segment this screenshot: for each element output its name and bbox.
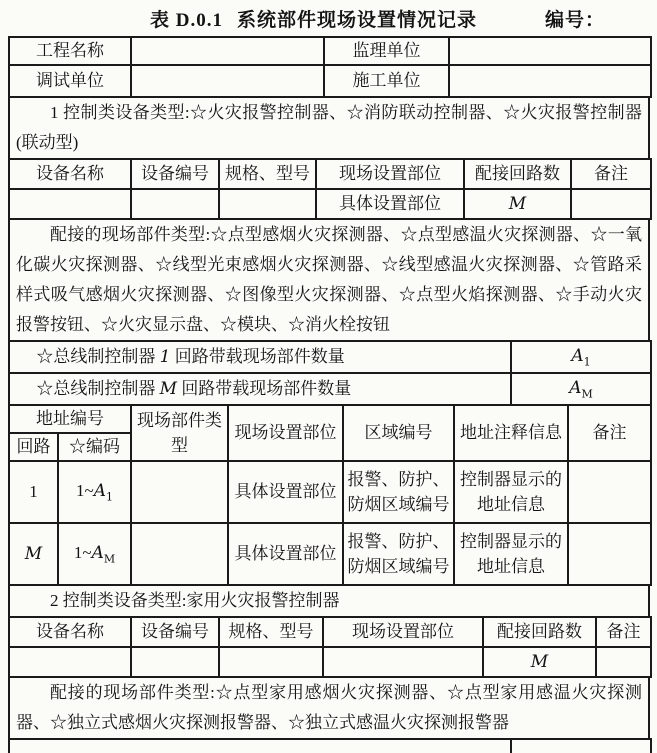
device-location-cell: 具体设置部位	[316, 189, 464, 219]
partial-bottom-row	[8, 738, 652, 753]
table-row	[9, 677, 649, 739]
commissioning-unit-label: 调试单位	[9, 65, 131, 97]
label-text: 回路带载现场部件数量	[177, 379, 352, 398]
note-cell	[568, 461, 651, 523]
loop-value: M	[24, 543, 43, 564]
device-note-header: 备注	[571, 159, 651, 189]
table-row	[9, 523, 651, 585]
loop-variable: 1	[159, 347, 171, 367]
device-loops-cell	[483, 647, 596, 677]
project-info-table	[8, 36, 652, 98]
table-number-label: 表 D.0.1	[150, 9, 223, 31]
device-name-header: 设备名称	[9, 617, 131, 647]
loop1-capacity-value	[511, 341, 651, 373]
device-name-cell	[9, 647, 131, 677]
supervision-unit-label: 监理单位	[324, 37, 449, 65]
zone-cell: 报警、防护、防烟区域编号	[343, 523, 454, 585]
device-code-header: 设备编号	[131, 617, 219, 647]
device-code-cell	[131, 647, 219, 677]
loop-cell	[9, 461, 58, 523]
parts-note-2-block	[8, 676, 650, 740]
project-name-value	[131, 37, 324, 65]
loop-value: 1	[29, 482, 38, 502]
code-header: ☆编码	[58, 433, 131, 461]
part-type-cell	[131, 461, 228, 523]
form-title	[150, 5, 477, 32]
construction-unit-label: 施工单位	[324, 65, 449, 97]
address-number-group-header: 地址编号	[9, 405, 131, 433]
loop-cell	[9, 523, 58, 585]
note-header: 备注	[568, 405, 651, 461]
table-row	[9, 97, 649, 159]
location-header: 现场设置部位	[228, 405, 343, 461]
code-variable: $A_1$	[93, 481, 113, 504]
device-name-header: 设备名称	[9, 159, 131, 189]
note-cell	[568, 523, 651, 585]
table-header-row	[9, 159, 651, 189]
code-range-cell	[58, 461, 131, 523]
location-cell: 具体设置部位	[228, 523, 343, 585]
device-location-header: 现场设置部位	[316, 159, 464, 189]
label-text: 回路带载现场部件数量	[170, 347, 345, 366]
device-location-cell	[323, 647, 483, 677]
table-row	[9, 65, 651, 97]
table-row	[9, 739, 651, 753]
device-spec-cell	[219, 647, 323, 677]
device-code-cell	[131, 189, 219, 219]
device-loops-header: 配接回路数	[464, 159, 571, 189]
loop1-capacity-label	[9, 341, 511, 373]
parts-note-1-block	[8, 218, 650, 342]
table-row	[9, 37, 651, 65]
code-variable: $A_M$	[91, 543, 116, 566]
location-cell: 具体设置部位	[228, 461, 343, 523]
part-type-header: 现场部件类型	[131, 405, 228, 461]
table-row	[9, 585, 649, 617]
table-row	[9, 647, 651, 677]
device-spec-header: 规格、型号	[219, 617, 323, 647]
partial-value-cell	[511, 739, 651, 753]
section2-heading-block	[8, 584, 650, 618]
capacity-variable: $A_M$	[569, 378, 593, 401]
loops-variable: M	[530, 651, 549, 672]
zone-cell: 报警、防护、防烟区域编号	[343, 461, 454, 523]
partial-label-cell	[9, 739, 511, 753]
loops-variable: M	[508, 193, 527, 214]
table-row	[9, 461, 651, 523]
table-row	[9, 189, 651, 219]
capacity-variable: $A_1$	[571, 346, 591, 369]
device-note-cell	[571, 189, 651, 219]
zone-number-header: 区域编号	[343, 405, 454, 461]
commissioning-unit-value	[131, 65, 324, 97]
project-name-label: 工程名称	[9, 37, 131, 65]
address-annotation-cell: 控制器显示的地址信息	[454, 523, 568, 585]
address-annotation-cell: 控制器显示的地址信息	[454, 461, 568, 523]
device-spec-cell	[219, 189, 316, 219]
device-table-2	[8, 616, 652, 678]
device-spec-header: 规格、型号	[219, 159, 316, 189]
section2-heading: 2 控制类设备类型:家用火灾报警控制器	[9, 585, 649, 617]
device-note-cell	[596, 647, 651, 677]
page-title: 系统部件现场设置情况记录	[236, 9, 477, 31]
table-header-row	[9, 617, 651, 647]
device-note-header: 备注	[596, 617, 651, 647]
form-title-bar	[0, 0, 657, 36]
loop-header: 回路	[9, 433, 58, 461]
device-table-1	[8, 158, 652, 220]
loop-variable: M	[159, 379, 178, 399]
loopM-capacity-value	[511, 373, 651, 405]
part-type-cell	[131, 523, 228, 585]
address-table	[8, 404, 652, 586]
table-row	[9, 341, 651, 373]
device-name-cell	[9, 189, 131, 219]
device-location-header: 现场设置部位	[323, 617, 483, 647]
label-text: ☆总线制控制器	[36, 347, 160, 366]
parts-note-2: 配接的现场部件类型:☆点型家用感烟火灾探测器、☆点型家用感温火灾探测器、☆独立式感烟火灾探测报警器、☆独立式感温火灾探测报警器	[9, 677, 649, 739]
table-row	[9, 373, 651, 405]
supervision-unit-value	[449, 37, 651, 65]
record-number-label: 编号：	[544, 9, 605, 31]
loopM-capacity-label	[9, 373, 511, 405]
address-annotation-header: 地址注释信息	[454, 405, 568, 461]
code-range-cell	[58, 523, 131, 585]
table-header-row	[9, 405, 651, 433]
construction-unit-value	[449, 65, 651, 97]
device-code-header: 设备编号	[131, 159, 219, 189]
loop-capacity-table	[8, 340, 652, 406]
device-loops-header: 配接回路数	[483, 617, 596, 647]
section1-heading-block	[8, 96, 650, 160]
device-loops-cell	[464, 189, 571, 219]
section1-heading: 1 控制类设备类型:☆火灾报警控制器、☆消防联动控制器、☆火灾报警控制器(联动型)	[9, 97, 649, 159]
parts-note-1: 配接的现场部件类型:☆点型感烟火灾探测器、☆点型感温火灾探测器、☆一氧化碳火灾探测器、☆线型光束感烟火灾探测器、☆线型感温火灾探测器、☆管路采样式吸气感烟火灾探测器、☆图像型火灾探测器、☆点型火焰探测器、☆手动火灾报警按钮、☆火灾显示盘、☆模块、☆消火栓按钮	[9, 219, 649, 341]
code-prefix: 1~	[73, 543, 92, 563]
code-prefix: 1~	[76, 481, 94, 501]
label-text: ☆总线制控制器	[36, 379, 160, 398]
table-row	[9, 219, 649, 341]
